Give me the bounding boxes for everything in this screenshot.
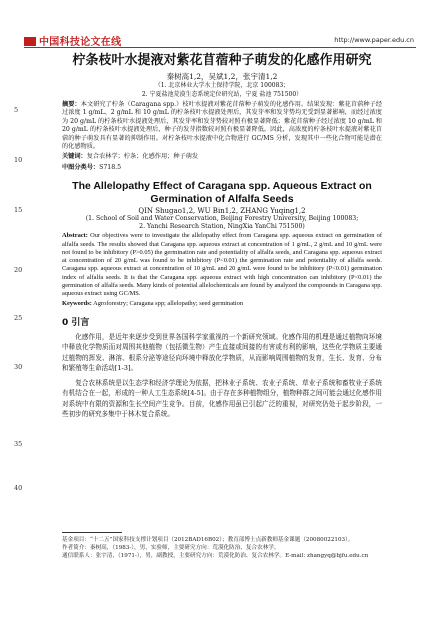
title-en: The Allelopathy Effect of Caragana spp. Aqueous Extract on Germination of Alfalfa Seeds <box>72 180 372 206</box>
clc-label: 中图分类号： <box>62 163 100 171</box>
keywords-en-label: Keywords: <box>62 299 92 307</box>
affiliation-cn: （1. 北京林业大学水土保持学院，北京 100083； <box>154 82 290 89</box>
section-heading: 0 引言 <box>62 317 90 328</box>
line-number: 5 <box>14 106 19 114</box>
abstract-en-label: Abstract: <box>62 232 88 240</box>
line-number: 25 <box>14 314 23 322</box>
abstract-cn-label: 摘要： <box>62 101 81 108</box>
paper-body <box>62 52 382 420</box>
site-url[interactable]: http://www.paper.edu.cn <box>334 36 414 44</box>
authors-en: QIN Shugao1,2, WU Bin1,2, ZHANG Yuqing1,2 <box>138 207 306 216</box>
affiliation-cn: 2. 宁夏盐池荒漠生态系统定位研究站，宁夏 盐池 751500） <box>141 90 303 98</box>
line-number: 10 <box>14 156 23 164</box>
intro-paragraph-1: 化感作用，是近年来逐步受到世界各国科学家重视的一个新研究领域。化感作用的机理是通过植物向环境中释放化学物质而对周围其他植物（包括微生物）产生直接或间接的有害或有利的影响，这些化学物质主要通过植物的挥发、淋溶、根系分泌等途径向环境中释放化学物质，从而影响周围植物的发育，生长、发育、分布和繁殖等生命活动[1-3]。 <box>62 332 382 373</box>
keywords-en <box>62 300 382 308</box>
page-header <box>0 0 440 46</box>
header-rule <box>24 47 416 48</box>
logo-text: 中国科技论文在线 <box>39 37 122 48</box>
clc-text: S718.5 <box>99 163 122 171</box>
footnote-funding: 基金项目：“十二五”国家科技支撑计划项目（2012BAD16B02）；教育部博士点新教师基金课题（20080022103）。 <box>62 537 354 543</box>
authors-cn: 秦树高1,2，吴斌1,2，张宇清1,2 <box>166 72 278 81</box>
abstract-cn-text: 本文研究了柠条（Caragana spp.）枝叶水提液对紫花苜蓿种子萌发的化感作用。结果发现：紫花苜蓿种子经过浓度 1 g/mL、2 g/mL 和 10 g/mL 的柠条枝叶水提液处理后，其发芽率和发芽势均无受到显著影响，而经过浓度为 20 g/mL 的柠条枝叶水提液处理后，其发芽率和发芽势较对照有极显著降低；紫花苜蓿种子经过浓度 10 g/mL 和 20 g/mL 的柠条枝叶水提液处理后，种子的发芽指数较对照有极显著降低。因此，高浓度的柠条枝叶水提液对紫花苜蓿的种子萌发具有显著的抑制作用。对柠条枝叶水提液中化合物进行 GC/MS 分析，发现其中一些化合物可能是潜在的化感物质。 <box>62 101 383 151</box>
keywords-cn-text: 复合农林学；柠条；化感作用；种子萌发 <box>86 153 199 161</box>
line-number: 20 <box>14 266 23 274</box>
footnote-contact: 通信联系人：张宇清，（1971-），男，副教授，主要研究方向：荒漠化防治、复合农林学。E-mail: zhangyq@bjfu.edu.cn <box>62 553 369 560</box>
abstract-en-text: Our objectives were to investigate the allelopathy effect from Caragana spp. aqueous extract on germination of alfalfa seeds. The results showed that Caragana spp. aqueous extract at concentration of 1 g/mL, 2 g/mL and 10 g/mL were not found to be inhibitory (P>0.05) the germination rate and potentiality of alfalfa seeds, and Caragana spp. aqueous extract at concentration of 20 g/mL was found to be inhibitory (P<0.01) the germination rate and potentiality of alfalfa seeds. Caragana spp. aqueous extract at concentration of 10 g/mL and 20 g/mL were found to be inhibitory (P<0.01) germination index of alfalfa seeds. It is that the Caragana spp. aqueous extract with high concentration can inhibitory (P<0.01) the germination of alfalfa seeds. Many kinds of potential allelochemicals are found by analyzed the compounds in Caragana spp. aqueous extract using GC/MS. <box>62 232 382 298</box>
line-number: 40 <box>14 484 23 492</box>
journal-logo <box>24 33 121 48</box>
footnote-rule <box>62 532 122 533</box>
footnote-author: 作者简介：秦树高，（1983-），男，实验师，主要研究方向：荒漠化防治、复合农林学。 <box>62 545 280 552</box>
logo-icon <box>24 37 36 46</box>
line-number: 30 <box>14 363 23 371</box>
abstract-en <box>62 232 382 298</box>
line-number: 35 <box>14 440 23 448</box>
keywords-en-text: Agroforestry; Caragana spp; allelopathy; seed germination <box>93 299 244 307</box>
line-number: 15 <box>14 206 23 214</box>
footnotes <box>62 536 382 561</box>
title-cn: 柠条枝叶水提液对紫花苜蓿种子萌发的化感作用研究 <box>72 53 372 68</box>
intro-paragraph-2: 复合农林系统是以生态学和经济学理论为依据，把林业子系统、农业子系统、草业子系统和畜牧业子系统有机结合在一起，形成的一种人工生态系统[4-5]。由于存在多种植物组分，植物种群之间可能会通过化感作用对系统中有限的资源和生长空间产生竞争。目前，化感作用虽已引起广泛的重视，对研究仍处于起步阶段，一些初步的研究多集中于林木复合系统。 <box>62 378 382 419</box>
keywords-cn <box>62 153 382 161</box>
clc <box>62 164 382 172</box>
affiliation-en: 2. Yanchi Research Station, NingXia YanChi 751500) <box>139 223 305 231</box>
affiliation-en: (1. School of Soil and Water Conservation, Beijing Forestry University, Beijing 100083; <box>85 215 359 223</box>
keywords-cn-label: 关键词： <box>62 153 87 161</box>
abstract-cn <box>62 101 382 151</box>
